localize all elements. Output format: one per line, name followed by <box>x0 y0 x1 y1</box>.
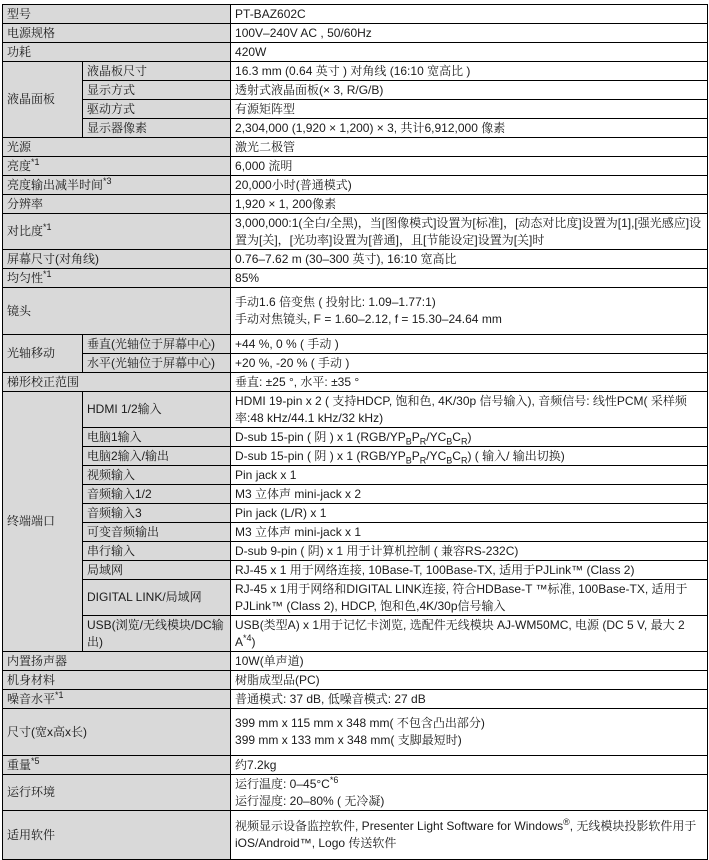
value-text: M3 立体声 mini-jack x 1 <box>235 524 362 539</box>
label-text: 分辨率 <box>7 196 44 211</box>
label-text: 显示方式 <box>87 82 136 97</box>
spec-row-consumption <box>3 43 708 62</box>
label-text: 镜头 <box>7 303 32 318</box>
spec-row-usb <box>3 616 708 652</box>
row-value <box>231 354 708 373</box>
row-value <box>231 485 708 504</box>
row-label <box>3 269 231 288</box>
row-sublabel <box>83 335 231 354</box>
footnote-marker: *1 <box>31 156 40 167</box>
value-text: D-sub 15-pin ( 阴 ) x 1 $(RGB/YP_BP_R/YC_BC_R)$ <box>235 429 472 446</box>
spec-row-lcd-display <box>3 81 708 100</box>
row-sublabel <box>83 81 231 100</box>
label-text: 功耗 <box>7 44 32 59</box>
label-text: 屏幕尺寸(对角线) <box>7 251 99 266</box>
spec-row-lcd-size <box>3 62 708 81</box>
value-text: RJ-45 x 1用于网络和DIGITAL LINK连接, 符合HDBase-T ™标准, 100Base-TX, 适用于PJLink™ (Class 2), HDCP, 饱和色,4K/30p信号输入 <box>235 581 688 613</box>
value-text: 100V–240V AC , 50/60Hz <box>235 25 372 40</box>
row-label <box>3 157 231 176</box>
spec-row-power <box>3 24 708 43</box>
label-text: 均匀性 <box>7 270 44 285</box>
value-text: Pin jack (L/R) x 1 <box>235 505 327 520</box>
row-value <box>231 690 708 709</box>
row-value <box>231 81 708 100</box>
spec-row-digital-link <box>3 580 708 616</box>
row-value <box>231 62 708 81</box>
value-text: 激光二极管 <box>235 139 296 154</box>
value-text: Pin jack x 1 <box>235 467 297 482</box>
label-text: 运行环境 <box>7 785 56 799</box>
spec-row-video-input <box>3 466 708 485</box>
spec-row-resolution <box>3 195 708 214</box>
label-text: 型号 <box>7 6 32 21</box>
row-label <box>3 756 231 775</box>
row-value <box>231 523 708 542</box>
row-sublabel <box>83 523 231 542</box>
row-sublabel <box>83 580 231 616</box>
row-sublabel <box>83 504 231 523</box>
spec-row-dimensions <box>3 709 708 756</box>
label-text: 显示器像素 <box>87 120 148 135</box>
row-label <box>3 288 231 335</box>
spec-row-light-source <box>3 138 708 157</box>
label-text: USB(浏览/无线模块/DC输出) <box>87 617 224 649</box>
row-value <box>231 288 708 335</box>
row-label <box>3 195 231 214</box>
label-text: 视频输入 <box>87 467 136 482</box>
spec-row-hdmi <box>3 392 708 428</box>
value-text: USB(类型A) x 1用于记忆卡浏览, 选配件无线模块 AJ-WM50MC, 电源 (DC 5 V, 最大 2 $A^{*4}$) <box>235 617 685 649</box>
spec-row-contrast <box>3 214 708 250</box>
row-value <box>231 775 708 811</box>
label-text: 电脑2输入/输出 <box>87 448 170 463</box>
spec-row-model <box>3 5 708 24</box>
spec-row-variable-audio-out <box>3 523 708 542</box>
row-value <box>231 335 708 354</box>
row-label <box>3 176 231 195</box>
row-label <box>3 5 231 24</box>
label-text: 适用软件 <box>7 827 56 842</box>
label-text: 液晶面板 <box>7 92 56 106</box>
spec-row-lcd-drive <box>3 100 708 119</box>
footnote-marker: *1 <box>43 222 52 232</box>
value-line: 运行温度: $0-45^\circ C^{*6}$ <box>235 774 339 791</box>
label-text: 终端端口 <box>7 514 56 528</box>
row-label <box>3 690 231 709</box>
value-text: 视频显示设备监控软件, Presenter Light Software for Windows®, 无线模块投影软件用于iOS/Android™, Logo 传送软件 <box>235 817 697 850</box>
footnote-marker: *5 <box>31 755 40 766</box>
row-sublabel <box>83 119 231 138</box>
spec-row-lcd-pixels <box>3 119 708 138</box>
row-value <box>231 157 708 176</box>
spec-table <box>2 4 708 860</box>
label-text: 梯形校正范围 <box>7 374 80 389</box>
row-value <box>231 756 708 775</box>
value-text: 普通模式: 37 dB, 低噪音模式: 27 dB <box>235 691 426 706</box>
row-value <box>231 195 708 214</box>
row-value <box>231 652 708 671</box>
row-value <box>231 24 708 43</box>
spec-row-lan <box>3 561 708 580</box>
row-value <box>231 214 708 250</box>
spec-row-uniformity <box>3 269 708 288</box>
row-label <box>3 43 231 62</box>
row-sublabel <box>83 62 231 81</box>
value-text: 20,000小时(普通模式) <box>235 177 352 192</box>
value-text: D-sub 15-pin ( 阴 ) x 1 $(RGB/YP_BP_R/YC_BC_R)$ ( 输入/ 输出切换) <box>235 448 565 465</box>
value-line: 运行湿度: 20–80% ( 无冷凝) <box>235 793 385 808</box>
spec-row-speaker <box>3 652 708 671</box>
value-text: 85% <box>235 270 260 285</box>
row-label <box>3 24 231 43</box>
row-sublabel <box>83 561 231 580</box>
row-value <box>231 43 708 62</box>
row-value <box>231 5 708 24</box>
value-line: 手动对焦镜头, F = 1.60–2.12, f = 15.30–24.64 mm <box>235 312 502 326</box>
label-text: 电源规格 <box>7 25 56 40</box>
spec-row-brightness <box>3 157 708 176</box>
row-label <box>3 811 231 860</box>
label-text: 水平(光轴位于屏幕中心) <box>87 355 215 370</box>
row-label <box>3 373 231 392</box>
label-text: 亮度 <box>7 158 32 173</box>
row-sublabel <box>83 485 231 504</box>
label-text: 对比度 <box>7 224 44 238</box>
row-value <box>231 269 708 288</box>
label-text: 液晶板尺寸 <box>87 63 148 78</box>
row-label <box>3 709 231 756</box>
value-text: 10W(单声道) <box>235 653 304 668</box>
label-text: HDMI 1/2输入 <box>87 402 162 416</box>
label-text: 亮度输出减半时间 <box>7 177 104 192</box>
row-value <box>231 709 708 756</box>
row-value <box>231 580 708 616</box>
label-text: DIGITAL LINK/局域网 <box>87 590 202 604</box>
label-text: 音频输入1/2 <box>87 486 152 501</box>
label-text: 局域网 <box>87 562 124 577</box>
label-text: 串行输入 <box>87 543 136 558</box>
row-value <box>231 466 708 485</box>
label-text: 噪音水平 <box>7 691 56 706</box>
row-label <box>3 214 231 250</box>
spec-row-serial-input <box>3 542 708 561</box>
label-text: 尺寸(宽x高x长) <box>7 724 87 739</box>
footnote-marker: *1 <box>55 689 64 700</box>
row-sublabel <box>83 392 231 428</box>
row-value <box>231 176 708 195</box>
value-text: 约7.2kg <box>235 757 277 772</box>
label-text: 音频输入3 <box>87 505 142 520</box>
label-text: 驱动方式 <box>87 101 136 116</box>
spec-row-half-life <box>3 176 708 195</box>
footnote-marker: *1 <box>43 268 52 279</box>
value-text: D-sub 9-pin ( 阴) x 1 用于计算机控制 ( 兼容RS-232C) <box>235 543 519 558</box>
value-text: PT-BAZ602C <box>235 6 306 21</box>
row-value <box>231 542 708 561</box>
row-value <box>231 671 708 690</box>
value-text: 16.3 mm (0.64 英寸 ) 对角线 (16:10 宽高比 ) <box>235 63 471 78</box>
value-text: 有源矩阵型 <box>235 101 296 116</box>
row-value <box>231 373 708 392</box>
value-text: 透射式液晶面板(× 3, R/G/B) <box>235 82 384 97</box>
label-text: 可变音频输出 <box>87 524 160 539</box>
spec-row-cabinet <box>3 671 708 690</box>
spec-row-keystone <box>3 373 708 392</box>
value-line: 399 mm x 115 mm x 348 mm( 不包含凸出部分) <box>235 716 485 730</box>
row-value <box>231 811 708 860</box>
spec-row-pc2-input-output <box>3 447 708 466</box>
row-value <box>231 428 708 447</box>
value-text: 6,000 流明 <box>235 158 293 173</box>
value-text: 2,304,000 (1,920 × 1,200) × 3, 共计6,912,000 像素 <box>235 120 506 135</box>
spec-row-weight <box>3 756 708 775</box>
row-value <box>231 616 708 652</box>
label-text: 机身材料 <box>7 672 56 687</box>
row-sublabel <box>83 354 231 373</box>
label-text: 垂直(光轴位于屏幕中心) <box>87 336 215 351</box>
label-text: 光轴移动 <box>7 346 56 360</box>
group-label-axis-shift <box>3 335 83 373</box>
row-sublabel <box>83 616 231 652</box>
spec-row-environment <box>3 775 708 811</box>
label-text: 重量 <box>7 757 32 772</box>
spec-row-software <box>3 811 708 860</box>
row-label <box>3 138 231 157</box>
row-sublabel <box>83 542 231 561</box>
row-sublabel <box>83 428 231 447</box>
label-text: 电脑1输入 <box>87 429 142 444</box>
value-text: 420W <box>235 44 267 59</box>
spec-row-pc1-input <box>3 428 708 447</box>
group-label-terminals <box>3 392 83 652</box>
value-text: M3 立体声 mini-jack x 2 <box>235 486 362 501</box>
row-value <box>231 561 708 580</box>
row-label <box>3 652 231 671</box>
footnote-marker: *3 <box>103 175 112 186</box>
value-text: 垂直: ±25 °, 水平: ±35 ° <box>235 374 360 389</box>
row-value <box>231 119 708 138</box>
spec-row-screen-size <box>3 250 708 269</box>
spec-row-lens <box>3 288 708 335</box>
row-label <box>3 775 231 811</box>
row-value <box>231 447 708 466</box>
row-value <box>231 504 708 523</box>
value-text: RJ-45 x 1 用于网络连接, 10Base-T, 100Base-TX, 适用于PJLink™ (Class 2) <box>235 562 635 577</box>
value-text: 树脂成型品(PC) <box>235 672 320 687</box>
row-label <box>3 671 231 690</box>
spec-row-axis-horizontal <box>3 354 708 373</box>
value-text: 0.76–7.62 m (30–300 英寸), 16:10 宽高比 <box>235 251 457 266</box>
row-sublabel <box>83 466 231 485</box>
label-text: 光源 <box>7 139 32 154</box>
spec-row-axis-vertical <box>3 335 708 354</box>
value-text: +20 %, -20 % ( 手动 ) <box>235 355 350 370</box>
value-text: HDMI 19-pin x 2 ( 支持HDCP, 饱和色, 4K/30p 信号输入), 音频信号: 线性PCM( 采样频率:48 kHz/44.1 kHz/32 kHz) <box>235 393 687 425</box>
spec-row-audio-input-12 <box>3 485 708 504</box>
spec-row-audio-input-3 <box>3 504 708 523</box>
row-value <box>231 250 708 269</box>
row-value <box>231 138 708 157</box>
row-value <box>231 100 708 119</box>
row-sublabel <box>83 447 231 466</box>
value-text: +44 %, 0 % ( 手动 ) <box>235 336 339 351</box>
value-text: 3,000,000:1(全白/全黑)，当[图像模式]设置为[标准]，[动态对比度]设置为[1],[强光感应]设置为[关]，[光功率]设置为[普通]，且[节能设定]设置为[关]时 <box>235 215 702 247</box>
value-line: 399 mm x 133 mm x 348 mm( 支脚最短时) <box>235 733 462 747</box>
row-label <box>3 250 231 269</box>
label-text: 内置扬声器 <box>7 653 68 668</box>
value-text: 1,920 × 1, 200像素 <box>235 196 337 211</box>
row-sublabel <box>83 100 231 119</box>
spec-row-noise <box>3 690 708 709</box>
row-value <box>231 392 708 428</box>
value-line: 手动1.6 倍变焦 ( 投射比: 1.09–1.77:1) <box>235 295 436 309</box>
group-label-lcd <box>3 62 83 138</box>
